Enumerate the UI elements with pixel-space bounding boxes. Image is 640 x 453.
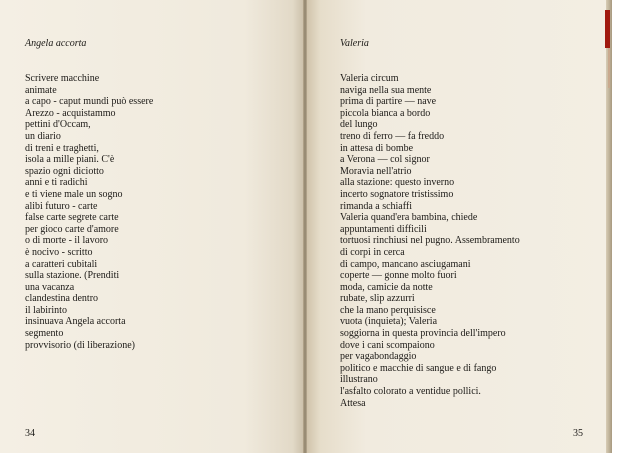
poem-line: in attesa di bombe xyxy=(340,142,414,154)
poem-line: del lungo xyxy=(340,119,378,131)
left-poem xyxy=(25,73,153,351)
poem-line: segmento xyxy=(25,328,64,340)
poem-line: una vacanza xyxy=(25,281,75,293)
poem-line: il labirinto xyxy=(25,304,67,316)
poem-line: illustrano xyxy=(340,374,378,386)
poem-line: Moravia nell'atrio xyxy=(340,165,412,177)
poem-line: politico e macchie di sangue e di fango xyxy=(340,362,497,374)
poem-line: clandestina dentro xyxy=(25,293,99,305)
red-edge-mark xyxy=(605,10,610,48)
poem-line: o di morte - il lavoro xyxy=(25,235,109,247)
poem-line: a Verona — col signor xyxy=(340,154,430,166)
poem-line: appuntamenti difficili xyxy=(340,223,427,235)
poem-line: incerto sognatore tristissimo xyxy=(340,188,454,200)
poem-line: di treni e traghetti, xyxy=(25,142,99,154)
poem-line: è nocivo - scritto xyxy=(25,246,93,258)
poem-line: prima di partire — nave xyxy=(340,96,437,108)
poem-line: sulla stazione. (Prenditi xyxy=(25,270,120,282)
poem-line: alla stazione: questo inverno xyxy=(340,177,455,189)
poem-line: tortuosi rinchiusi nel pugno. Assembramento xyxy=(340,235,520,247)
poem-line: a caratteri cubitali xyxy=(25,258,98,270)
poem-line: per gioco carte d'amore xyxy=(25,223,119,235)
poem-line: Valeria circum xyxy=(340,73,399,84)
poem-line: che la mano perquisisce xyxy=(340,304,436,316)
left-page-number: 34 xyxy=(25,428,35,439)
right-running-head: Valeria xyxy=(340,38,369,49)
poem-line: l'asfalto colorato a ventidue pollici. xyxy=(340,386,481,398)
poem-line: rimanda a schiaffi xyxy=(340,200,413,212)
poem-line: piccola bianca a bordo xyxy=(340,107,431,119)
poem-line: rubate, slip azzurri xyxy=(340,293,415,305)
poem-line: e ti viene male un sogno xyxy=(25,188,123,200)
book-spine xyxy=(303,0,307,453)
poem-line: treno di ferro — fa freddo xyxy=(340,130,445,142)
poem-line: anni e ti radichi xyxy=(25,177,88,189)
poem-line: di campo, mancano asciugamani xyxy=(340,258,471,270)
poem-line: soggiorna in questa provincia dell'impero xyxy=(340,328,506,340)
poem-line: Valeria quand'era bambina, chiede xyxy=(340,212,478,224)
poem-line: isola a mille piani. C'è xyxy=(25,154,115,166)
poem-line: spazio ogni diciotto xyxy=(25,165,104,177)
poem-line: Arezzo - acquistammo xyxy=(25,107,116,119)
right-page-number: 35 xyxy=(573,428,583,439)
poem-line: Scrivere macchine xyxy=(25,73,100,84)
left-page xyxy=(0,0,305,453)
poem-line: un diario xyxy=(25,130,61,142)
right-page xyxy=(305,0,611,453)
poem-line: provvisorio (di liberazione) xyxy=(25,339,135,351)
poem-line: per vagabondaggio xyxy=(340,351,417,363)
poem-line: false carte segrete carte xyxy=(25,212,119,224)
poem-line: naviga nella sua mente xyxy=(340,84,432,96)
poem-line: a capo - caput mundi può essere xyxy=(25,96,154,108)
poem-line: moda, camicie da notte xyxy=(340,281,433,293)
edge-stain xyxy=(608,48,610,88)
poem-line: animate xyxy=(25,84,57,96)
poem-line: insinuava Angela accorta xyxy=(25,316,126,328)
poem-line: pettini d'Occam, xyxy=(25,119,91,131)
poem-line: Attesa xyxy=(340,397,366,409)
right-poem xyxy=(340,73,520,409)
poem-line: dove i cani scompaiono xyxy=(340,339,435,351)
left-running-head: Angela accorta xyxy=(25,38,87,49)
poem-line: vuota (inquieta); Valeria xyxy=(340,316,438,328)
poem-line: alibi futuro - carte xyxy=(25,200,98,212)
poem-line: di corpi in cerca xyxy=(340,246,405,258)
poem-line: coperte — gonne molto fuori xyxy=(340,270,457,282)
